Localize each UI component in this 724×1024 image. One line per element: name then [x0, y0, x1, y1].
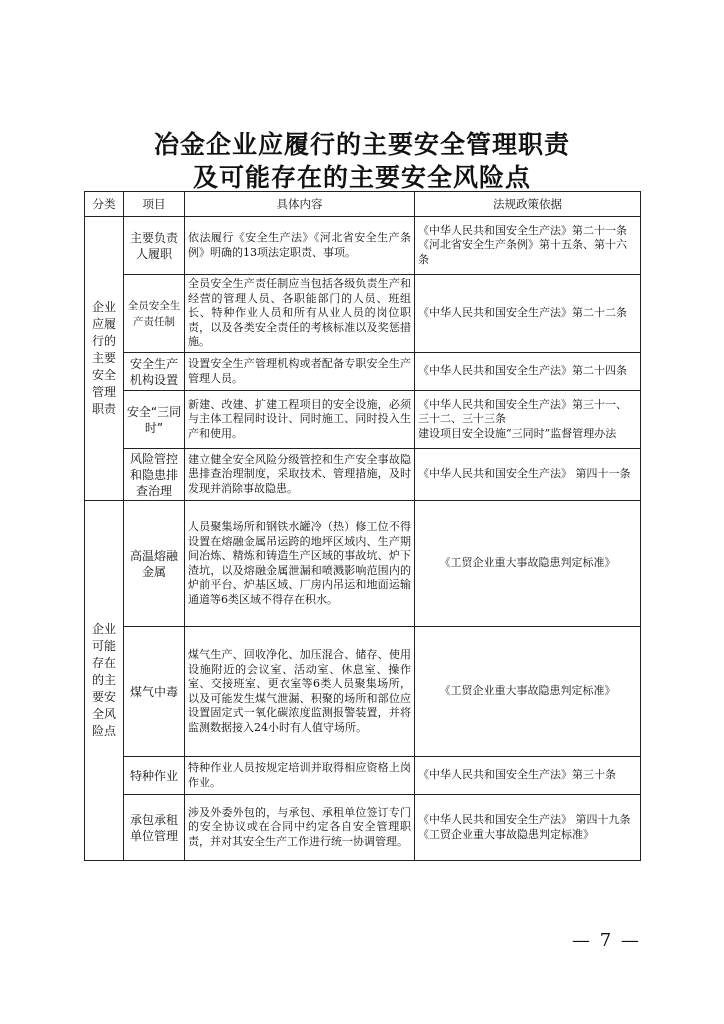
category-risks: 企业可能存在的主要安全风险点: [85, 501, 124, 861]
row-content: 人员聚集场所和钢铁水罐冷（热）修工位不得设置在熔融金属吊运跨的地坪区域内、生产期间冶炼、精炼和铸造生产区域的事故坑、炉下渣坑，以及熔融金属泄漏和喷溅影响范围内的炉前平台、炉基区域、厂房内吊运和地面运输通道等6类区域不得存在积水。: [185, 501, 415, 627]
table-row: [85, 391, 641, 449]
row-basis: 《工贸企业重大事故隐患判定标准》: [415, 627, 641, 757]
row-item: 全员安全生产责任制: [124, 275, 185, 353]
row-item: 风险管控和隐患排查治理: [124, 449, 185, 501]
table-row: [85, 449, 641, 501]
row-content: 特种作业人员按规定培训并取得相应资格上岗作业。: [185, 757, 415, 795]
row-item: 特种作业: [124, 757, 185, 795]
document-title-line1: 冶金企业应履行的主要安全管理职责: [153, 130, 570, 159]
duties-risks-table: [84, 191, 641, 861]
row-basis: 《中华人民共和国安全生产法》第三十一、三十二、三十三条 建设项目安全设施“三同时”监督管理办法: [415, 391, 641, 449]
row-basis: 《中华人民共和国安全生产法》第二十一条 《河北省安全生产条例》第十五条、第十六条: [415, 217, 641, 275]
table-header-row: [85, 192, 641, 217]
page-number: — 7 —: [572, 930, 641, 951]
row-basis: 《工贸企业重大事故隐患判定标准》: [415, 501, 641, 627]
row-content: 新建、改建、扩建工程项目的安全设施，必须与主体工程同时设计、同时施工、同时投入生产和使用。: [185, 391, 415, 449]
row-basis: 《中华人民共和国安全生产法》 第四十九条 《工贸企业重大事故隐患判定标准》: [415, 795, 641, 861]
row-content: 煤气生产、回收净化、加压混合、储存、使用设施附近的会议室、活动室、休息室、操作室、交接班室、更衣室等6类人员聚集场所，以及可能发生煤气泄漏、积聚的场所和部位应设置固定式一氧化碳浓度监测报警装置，并将监测数据接入24小时有人值守场所。: [185, 627, 415, 757]
row-content: 建立健全安全风险分级管控和生产安全事故隐患排查治理制度，采取技术、管理措施，及时发现并消除事故隐患。: [185, 449, 415, 501]
table-row: [85, 627, 641, 757]
table-row: [85, 795, 641, 861]
header-content: 具体内容: [185, 192, 415, 217]
row-item: 安全生产机构设置: [124, 353, 185, 391]
row-basis: 《中华人民共和国安全生产法》第二十二条: [415, 275, 641, 353]
row-item: 主要负责人履职: [124, 217, 185, 275]
header-basis: 法规政策依据: [415, 192, 641, 217]
row-item: 煤气中毒: [124, 627, 185, 757]
table-row: [85, 757, 641, 795]
row-item: 高温熔融金属: [124, 501, 185, 627]
row-basis: 《中华人民共和国安全生产法》第三十条: [415, 757, 641, 795]
row-content: 全员安全生产责任制应当包括各级负责生产和经营的管理人员、各职能部门的人员、班组长、特种作业人员和所有从业人员的岗位职责，以及各类安全责任的考核标准以及奖惩措施。: [185, 275, 415, 353]
row-content: 涉及外委外包的，与承包、承租单位签订专门的安全协议或在合同中约定各自安全管理职责，并对其安全生产工作进行统一协调管理。: [185, 795, 415, 861]
table-row: [85, 353, 641, 391]
row-content: 依法履行《安全生产法》《河北省安全生产条例》明确的13项法定职责、事项。: [185, 217, 415, 275]
row-item: 安全“三同时”: [124, 391, 185, 449]
table-row: [85, 275, 641, 353]
category-duties: 企业应履行的主要安全管理职责: [85, 217, 124, 501]
header-category: 分类: [85, 192, 124, 217]
table-row: [85, 501, 641, 627]
document-title-line2: 及可能存在的主要安全风险点: [192, 163, 531, 192]
row-basis: 《中华人民共和国安全生产法》第二十四条: [415, 353, 641, 391]
row-basis: 《中华人民共和国安全生产法》 第四十一条: [415, 449, 641, 501]
table-row: [85, 217, 641, 275]
row-content: 设置安全生产管理机构或者配备专职安全生产管理人员。: [185, 353, 415, 391]
header-item: 项目: [124, 192, 185, 217]
row-item: 承包承租单位管理: [124, 795, 185, 861]
